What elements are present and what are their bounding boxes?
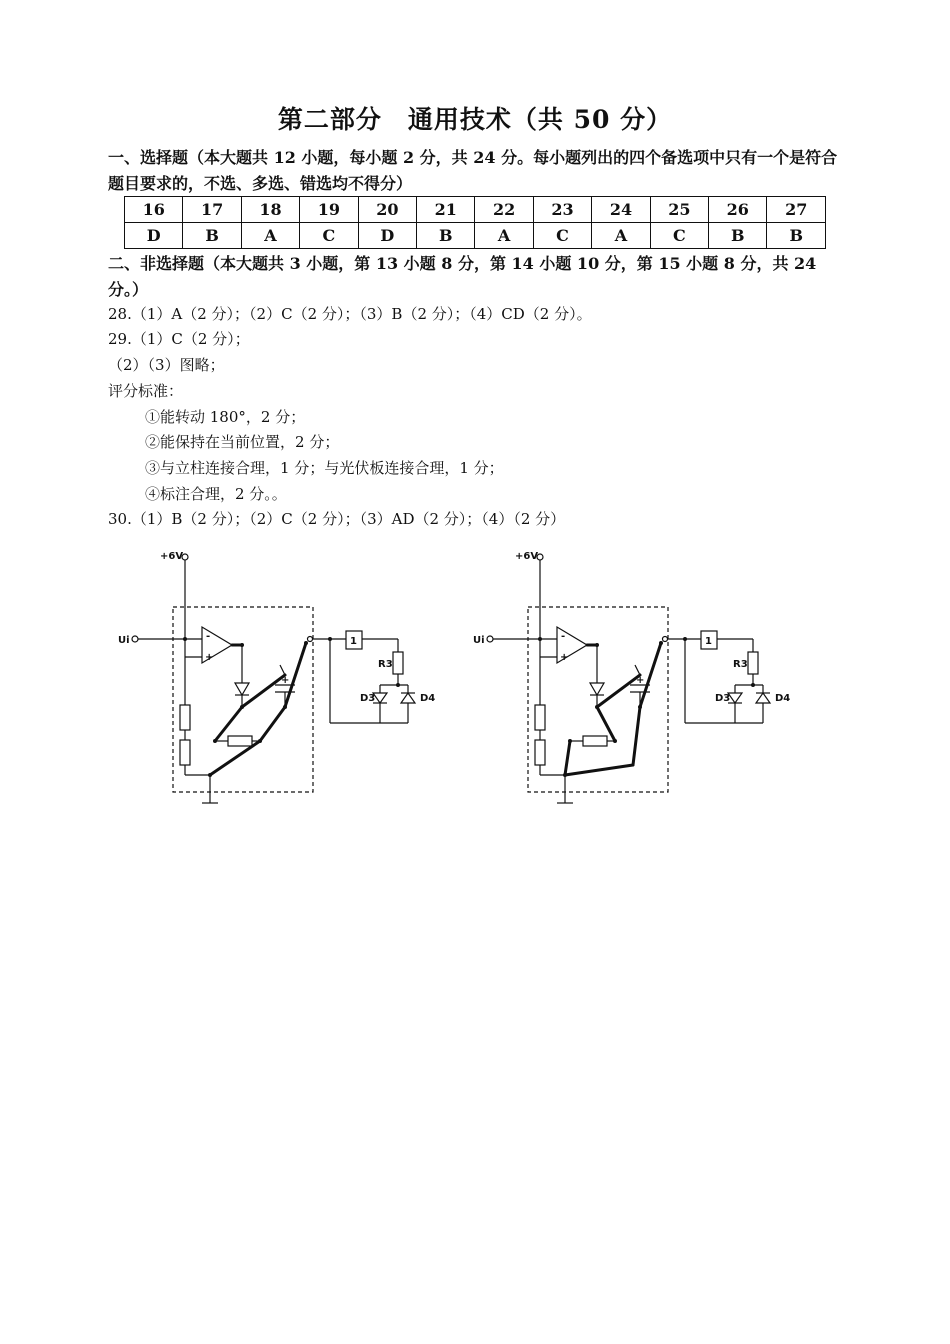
answer-q28: 28.（1）A（2 分）；（2）C（2 分）；（3）B（2 分）；（4）CD（2 分）。 [108,305,592,323]
answer-q29-part2: （2）（3）图略； [108,356,225,374]
question-number-row [125,197,826,223]
d4-label: D4 [775,693,791,704]
supply-label: +6V [160,551,184,562]
criteria-label: 评分标准： [108,382,184,400]
page-title: 第二部分 通用技术（共 50 分） [277,105,673,134]
answer-row [125,223,826,249]
question-number: 23 [533,197,591,223]
answer-q29: 29.（1）C（2 分）； [108,330,250,348]
not-gate-label: 1 [350,636,357,647]
input-label: Ui [118,635,130,646]
d3-label: D3 [715,693,731,704]
section-1-heading: 一、选择题（本大题共 12 小题，每小题 2 分，共 24 分。每小题列出的四个备选项中只有一个是符合题目要求的，不选、多选、错选均不得分） [108,148,838,193]
circuit-diagram-a [110,545,450,810]
opamp-plus-label: + [205,652,214,663]
d3-label: D3 [360,693,376,704]
answer-cell: A [241,223,299,249]
criteria-item: ①能转动 180°，2 分； [145,408,306,426]
circuit-diagram-b [465,545,805,810]
answer-cell: D [358,223,416,249]
answer-table [124,196,826,249]
question-number: 24 [592,197,650,223]
r3-label: R3 [733,659,748,670]
question-number: 16 [125,197,183,223]
question-number: 20 [358,197,416,223]
supply-label: +6V [515,551,539,562]
answer-cell: A [592,223,650,249]
criteria-item: ④标注合理，2 分。。 [145,485,287,503]
answer-cell: B [183,223,241,249]
criteria-item: ③与立柱连接合理，1 分；与光伏板连接合理，1 分； [145,459,504,477]
answer-cell: C [300,223,358,249]
question-number: 27 [767,197,826,223]
answer-cell: D [125,223,183,249]
opamp-minus-label: - [561,631,566,642]
answer-cell: B [417,223,475,249]
question-number: 19 [300,197,358,223]
answer-cell: C [533,223,591,249]
answer-q30: 30.（1）B（2 分）；（2）C（2 分）；（3）AD（2 分）；（4）（2 分） [108,510,566,528]
criteria-item: ②能保持在当前位置，2 分； [145,433,340,451]
answer-cell: C [650,223,708,249]
question-number: 17 [183,197,241,223]
question-number: 25 [650,197,708,223]
opamp-plus-label: + [560,652,569,663]
d4-label: D4 [420,693,436,704]
input-label: Ui [473,635,485,646]
capacitor-plus-label: + [281,675,290,686]
r3-label: R3 [378,659,393,670]
question-number: 26 [709,197,767,223]
question-number: 18 [241,197,299,223]
section-2-heading: 二、非选择题（本大题共 3 小题，第 13 小题 8 分，第 14 小题 10 分，第 15 小题 8 分，共 24 分。） [108,254,817,299]
opamp-minus-label: - [206,631,211,642]
answer-cell: B [767,223,826,249]
question-number: 22 [475,197,533,223]
answer-cell: A [475,223,533,249]
not-gate-label: 1 [705,636,712,647]
capacitor-plus-label: + [636,675,645,686]
question-number: 21 [417,197,475,223]
answer-cell: B [709,223,767,249]
